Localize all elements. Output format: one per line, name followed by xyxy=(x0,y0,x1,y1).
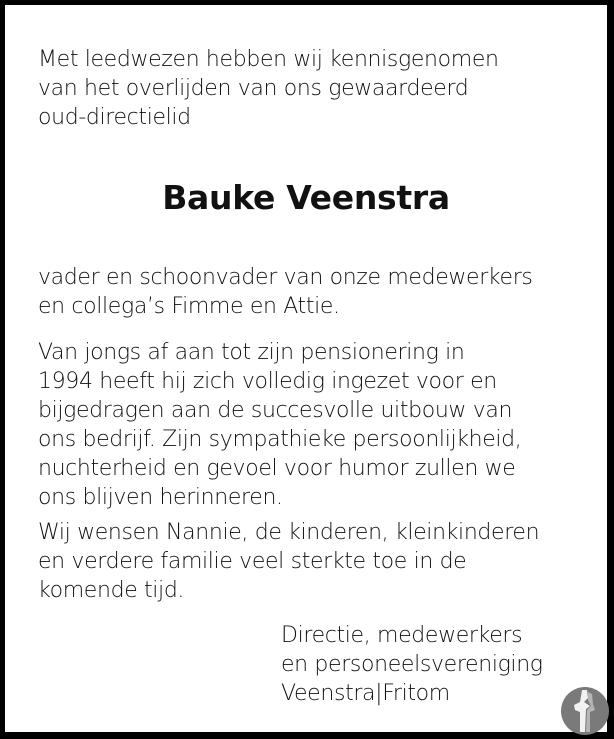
obituary-notice xyxy=(5,5,607,732)
intro-text: Met leedwezen hebben wij kennisgenomen van het overlijden van ons gewaardeerd oud-directielid xyxy=(38,47,499,130)
deceased-name: Bauke Veenstra xyxy=(162,178,450,217)
memorial-embrace-icon xyxy=(560,686,610,736)
family-paragraph: vader en schoonvader van onze medewerkers en collega’s Fimme en Attie. xyxy=(38,265,533,319)
wishes-paragraph: Wij wensen Nannie, de kinderen, kleinkinderen en verdere familie veel sterkte toe in de komende tijd. xyxy=(38,520,540,603)
signature: Directie, medewerkers en personeelsvereniging Veenstra|Fritom xyxy=(281,623,543,706)
career-paragraph: Van jongs af aan tot zijn pensionering in 1994 heeft hij zich volledig ingezet voor en bijgedragen aan de succesvolle uitbouw van ons bedrijf. Zijn sympathieke persoonlijkheid, nuchterheid en gevoel voor humor zullen we ons blijven herinneren. xyxy=(38,340,522,510)
